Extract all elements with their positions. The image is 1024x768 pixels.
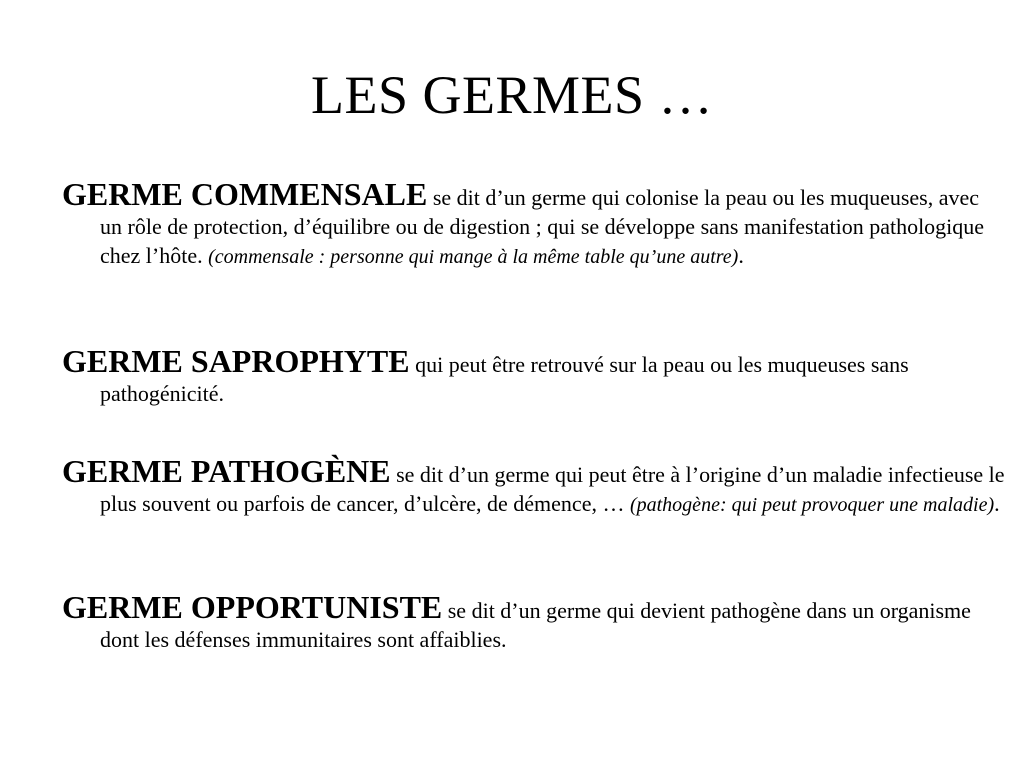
term-opportuniste: GERME OPPORTUNISTE xyxy=(62,589,443,625)
end-commensale: . xyxy=(738,243,744,268)
definition-text-saprophyte: qui peut être retrouvé sur la peau ou les muqueuses sans pathogénicité. xyxy=(100,352,909,406)
note-commensale: (commensale : personne qui mange à la même table qu’une autre) xyxy=(208,246,739,268)
definition-text-pathogene: se dit d’un germe qui peut être à l’origine d’un maladie infectieuse le plus souvent ou parfois de cancer, d’ulcère, de démence, … xyxy=(100,462,1005,516)
definition-text-opportuniste: se dit d’un germe qui devient pathogène dans un organisme dont les défenses immunitaires sont affaiblies. xyxy=(100,598,971,652)
definition-pathogene xyxy=(62,453,1005,520)
definition-saprophyte xyxy=(62,343,1005,408)
note-pathogene: (pathogène: qui peut provoquer une maladie) xyxy=(629,494,995,516)
term-pathogene: GERME PATHOGÈNE xyxy=(62,453,391,489)
slide-title: LES GERMES … xyxy=(310,65,714,125)
end-pathogene: . xyxy=(994,491,1000,516)
definition-text-commensale: se dit d’un germe qui colonise la peau ou les muqueuses, avec un rôle de protection, d’équilibre ou de digestion ; qui se développe sans manifestation pathologique chez l’hôte. xyxy=(100,185,985,268)
definition-opportuniste xyxy=(62,589,1005,654)
definition-commensale xyxy=(62,176,1005,272)
term-commensale: GERME COMMENSALE xyxy=(62,176,428,212)
term-saprophyte: GERME SAPROPHYTE xyxy=(62,343,410,379)
